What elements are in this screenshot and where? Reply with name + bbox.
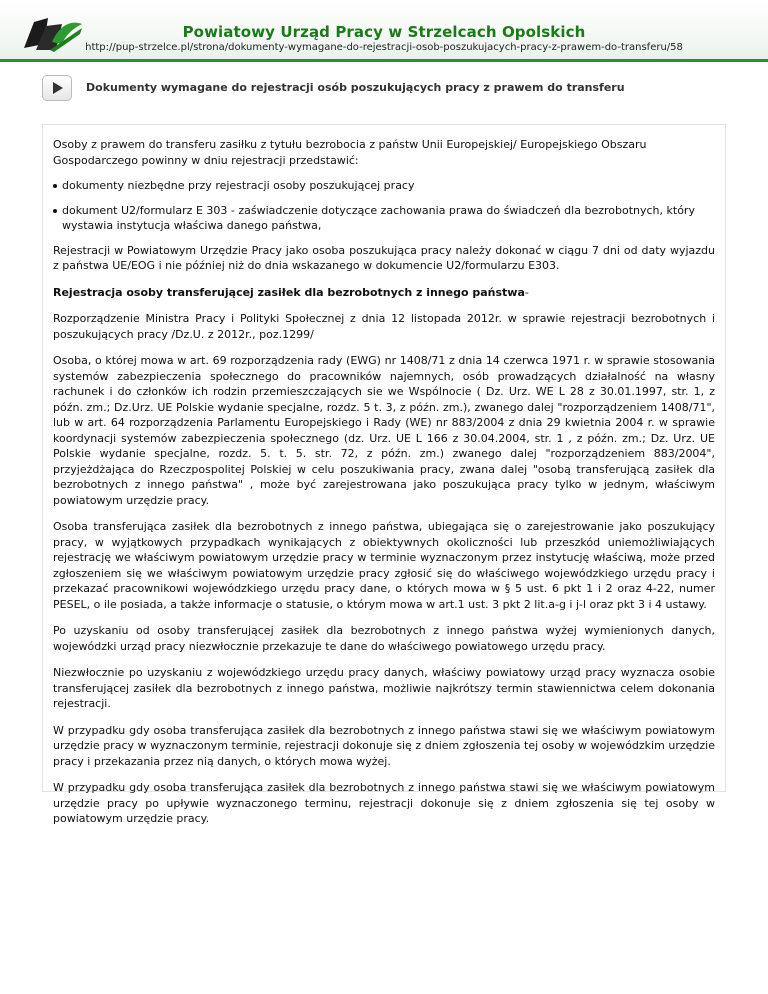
page-url[interactable]: http://pup-strzelce.pl/strona/dokumenty-wymagane-do-rejestracji-osob-poszukujacych-pracy-z-prawem-do-transferu/58 [85,42,683,53]
paragraph-on-time: W przypadku gdy osoba transferująca zasiłek dla bezrobotnych z innego państwa stawi się we właściwym powiatowym urzędzie pracy w wyznaczonym terminie, rejestracji dokonuje się z dniem zgłoszenia tej osoby w wojewódzkim urzędzie pracy i przekazania przez nią danych, o których mowa wyżej. [53,723,715,768]
list-item-text: dokumenty niezbędne przy rejestracji osoby poszukującej pracy [62,179,415,192]
paragraph-data-transfer: Po uzyskaniu od osoby transferującej zasiłek dla bezrobotnych z innego państwa wyżej wymienionych danych, wojewódzki urząd pracy niezwłocznie przekazuje te dane do właściwego powiatowego urzędu pracy. [53,624,715,653]
subheading-suffix: - [524,285,529,299]
page-title-row [42,75,732,105]
paragraph-late: W przypadku gdy osoba transferująca zasiłek dla bezrobotnych z innego państwa stawi się we właściwym powiatowym urzędzie pracy po upływie wyznaczonego terminu, rejestracji dokonuje się z dniem zgłoszenia się tej osoby w powiatowym urzędzie pracy. [53,781,715,825]
paragraph-registration-deadline: Rejestracji w Powiatowym Urzędzie Pracy jako osoba poszukująca pracy należy dokonać w ciągu 7 dni od daty wyjazdu z państwa UE/EOG i nie później niż do dnia wskazanego w dokumencie U2/formularzu E303. [53,243,715,272]
list-item [53,203,715,234]
section-subheading: Rejestracja osoby transferującej zasiłek dla bezrobotnych z innego państwa [53,285,525,299]
site-header [0,0,768,62]
arrow-right-icon[interactable] [42,75,72,101]
intro-paragraph: Osoby z prawem do transferu zasiłku z tytułu bezrobocia z państw Unii Europejskiej/ Europejskiego Obszaru Gospodarczego powinny w dniu rejestracji przedstawić: [53,138,647,167]
paragraph-exceptional-cases: Osoba transferująca zasiłek dla bezrobotnych z innego państwa, ubiegająca się o zarejestrowanie jako poszukujący pracy, w wyjątkowych przypadkach wynikających z obiektywnych okoliczności lub przeszkód uniemożliwiających rejestrację we właściwym powiatowym urzędzie pracy w terminie wyznaczonym przez instytucję właściwą, może przed zgłoszeniem się we właściwym powiatowym urzędzie pracy zgłosić się do właściwego wojewódzkiego urzędu pracy i przekazać pracownikowi wojewódzkiego urzędu pracy dane, o których mowa w § 5 ust. 6 pkt 1 i 2 oraz 4-22, numer PESEL, o ile posiada, a także informacje o statusie, o którym mowa w art.1 ust. 3 pkt 2 lit.a-g i j-l oraz pkt 3 i 4 ustawy. [53,520,715,611]
bullet-icon [53,209,57,213]
list-item [53,178,715,194]
paragraph-eu-regulations: Osoba, o której mowa w art. 69 rozporządzenia rady (EWG) nr 1408/71 z dnia 14 czerwca 1971 r. w sprawie stosowania systemów zabezpieczenia społecznego do pracowników najemnych, osób prowadzących działalność na własny rachunek i do członków ich rodzin przemieszczających sie we Wspólnocie ( Dz. Urz. WE L 28 z 30.01.1997, str. 1, z późn. zm.; Dz.Urz. UE Polskie wydanie specjalne, rozdz. 5 t. 3, z późn. zm.), zwanego dalej "rozporządzeniem 1408/71", lub w art. 64 rozporządzenia Parlamentu Europejskiego i Rady (WE) nr 883/2004 z dnia 29 kwietnia 2004 r. w sprawie koordynacji systemów zabezpieczenia społecznego (dz. Urz. UE L 166 z 30.04.2004, str. 1 , z późn. zm.; Dz. Urz. UE Polskie wydanie specjalne, rozdz. 5. t. 5. str. 72, z późn. zm.) zwanego dalej "rozporządzeniem 883/2004", przyjeżdżająca do Rzeczpospolitej Polskiej w celu poszukiwania pracy, zwana dalej "osobą transferującą zasiłek dla bezrobotnych z innego państwa" , może być zarejestrowana jako poszukująca pracy tylko w jednym, właściwym powiatowym urzędzie pracy. [53,354,715,507]
page-title: Dokumenty wymagane do rejestracji osób poszukujących pracy z prawem do transferu [86,81,625,94]
subheading-paragraph [53,285,715,301]
paragraph-appointment: Niezwłocznie po uzyskaniu z wojewódzkiego urzędu pracy danych, właściwy powiatowy urząd pracy wyznacza osobie transferującej zasiłek dla bezrobotnych z innego państwa, możliwie najkrótszy termin stawiennictwa celem dokonania rejestracji. [53,666,715,710]
bullet-icon [53,184,57,188]
paragraph-regulation: Rozporządzenie Ministra Pracy i Polityki Społecznej z dnia 12 listopada 2012r. w sprawie rejestracji bezrobotnych i poszukujących pracy /Dz.U. z 2012r., poz.1299/ [53,312,715,341]
site-title: Powiatowy Urząd Pracy w Strzelcach Opolskich [182,23,586,41]
list-item-text: dokument U2/formularz E 303 - zaświadczenie dotyczące zachowania prawa do świadczeń dla bezrobotnych, który wystawia instytucja właściwa danego państwa, [62,203,695,232]
article-content [42,124,726,825]
required-documents-list [53,178,715,234]
